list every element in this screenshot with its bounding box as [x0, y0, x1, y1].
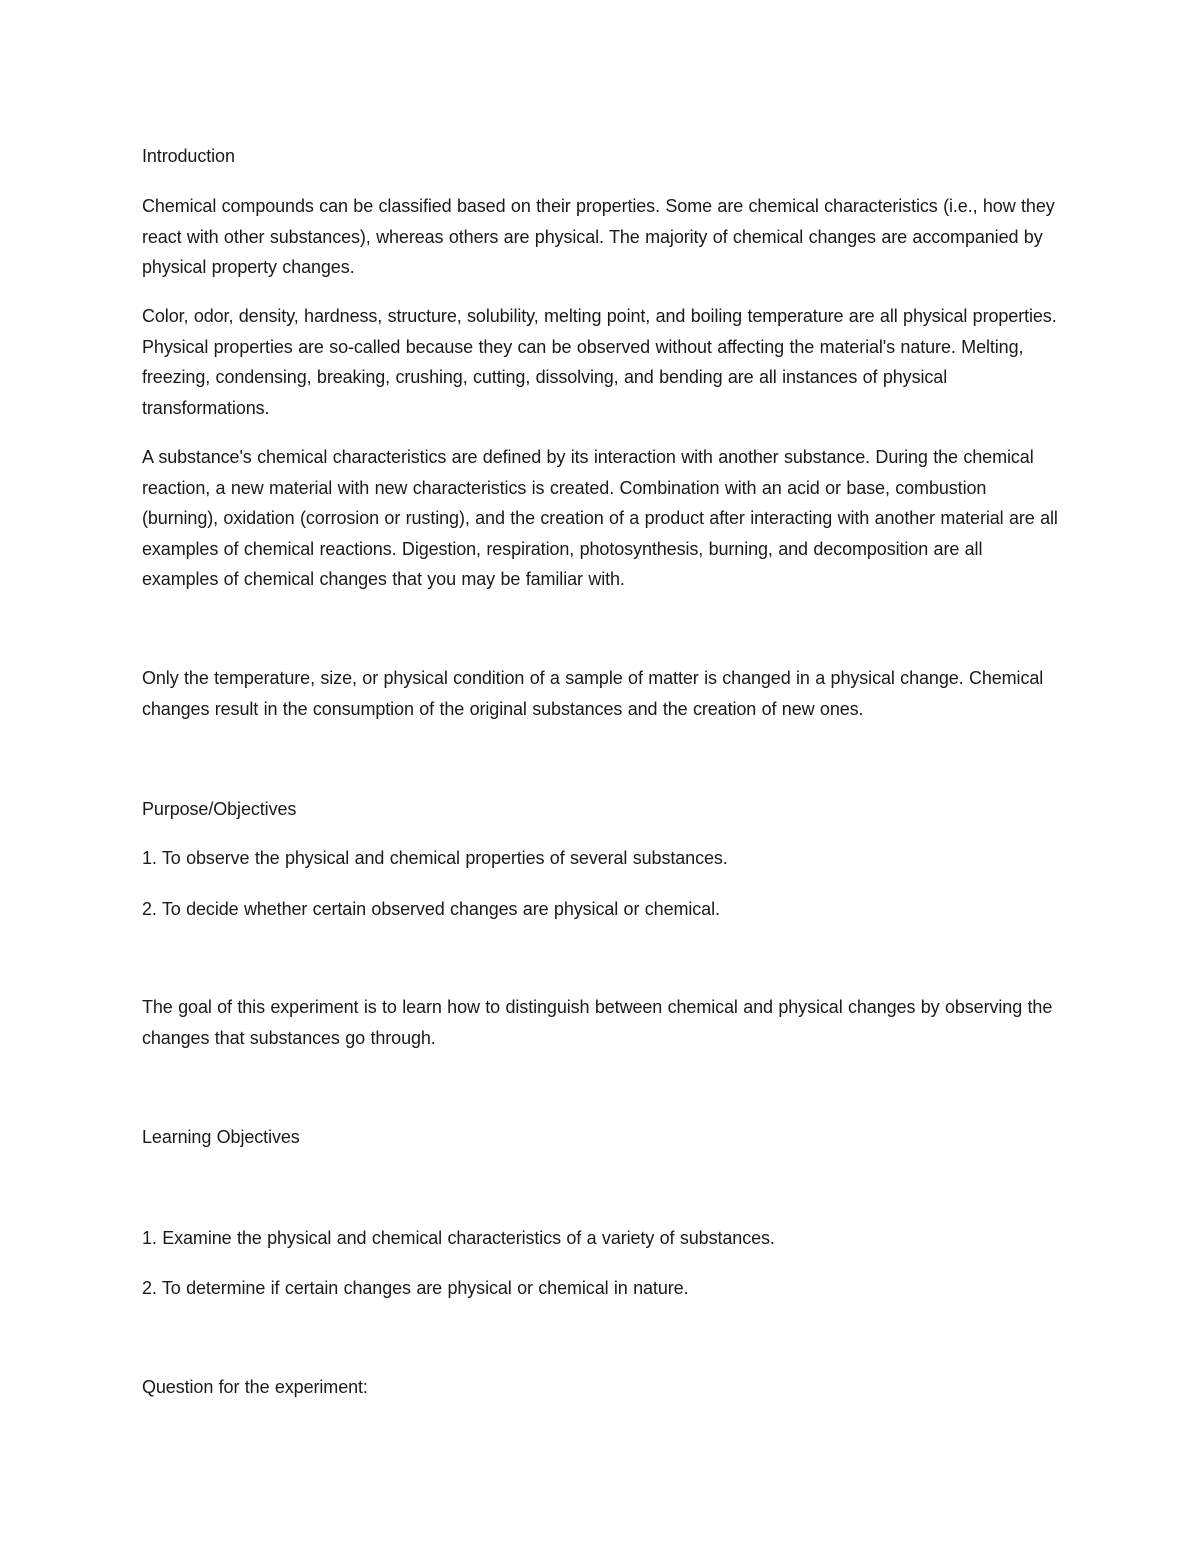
question-heading: Question for the experiment:	[142, 1377, 368, 1397]
purpose-item-1: 1. To observe the physical and chemical properties of several substances.	[142, 848, 728, 868]
learning-item-1: 1. Examine the physical and chemical characteristics of a variety of substances.	[142, 1228, 775, 1248]
intro-paragraph-2: Color, odor, density, hardness, structure, solubility, melting point, and boiling temperature are all physical properties. Physical properties are so-called because they can be observed without affecting the material's nature. Melting, freezing, condensing, breaking, crushing, cutting, dissolving, and bending are all instances of physical transformations.	[142, 306, 1057, 418]
intro-paragraph-4: Only the temperature, size, or physical condition of a sample of matter is changed in a physical change. Chemical changes result in the consumption of the original substances and the creation of new ones.	[142, 668, 1044, 719]
intro-paragraph-1: Chemical compounds can be classified based on their properties. Some are chemical characteristics (i.e., how they react with other substances), whereas others are physical. The majority of chemical changes are accompanied by physical property changes.	[142, 196, 1055, 277]
purpose-item-2: 2. To decide whether certain observed changes are physical or chemical.	[142, 899, 720, 919]
purpose-heading: Purpose/Objectives	[142, 799, 297, 819]
learning-item-2: 2. To determine if certain changes are physical or chemical in nature.	[142, 1278, 689, 1298]
intro-paragraph-3: A substance's chemical characteristics are defined by its interaction with another substance. During the chemical reaction, a new material with new characteristics is created. Combination with an acid or base, combustion (burning), oxidation (corrosion or rusting), and the creation of a product after interacting with another material are all examples of chemical reactions. Digestion, respiration, photosynthesis, burning, and decomposition are all examples of chemical changes that you may be familiar with.	[142, 447, 1058, 589]
introduction-heading: Introduction	[142, 146, 235, 166]
goal-paragraph: The goal of this experiment is to learn how to distinguish between chemical and physical changes by observing the changes that substances go through.	[142, 997, 1053, 1048]
learning-objectives-heading: Learning Objectives	[142, 1127, 300, 1147]
